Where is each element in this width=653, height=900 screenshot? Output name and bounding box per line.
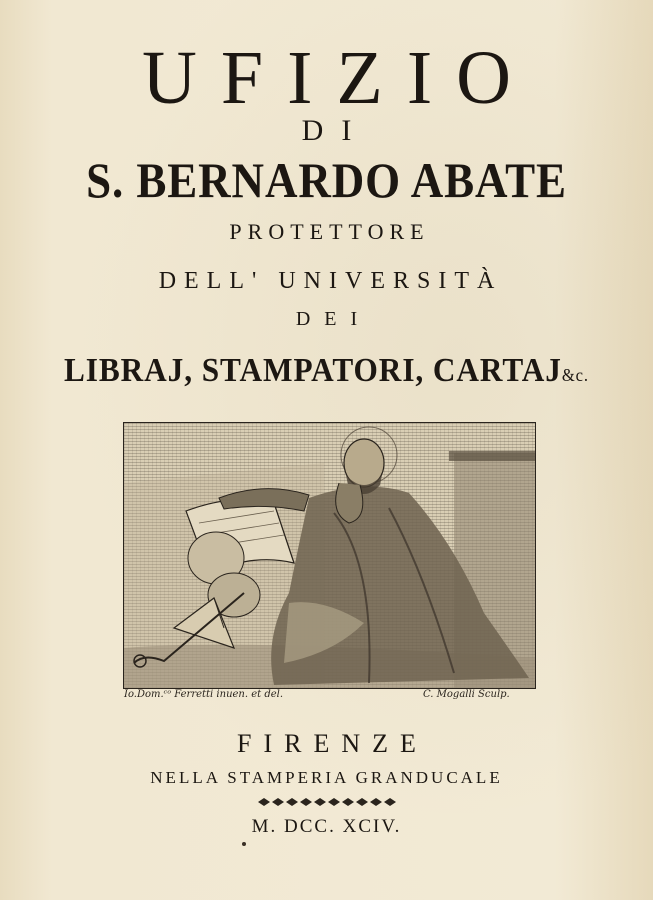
- title-of-plural: DEI: [295, 308, 372, 330]
- title-role: PROTETTORE: [229, 219, 430, 244]
- saint-name: S. BERNARDO ABATE: [86, 152, 567, 208]
- title-of: DI: [301, 114, 370, 147]
- ink-speck: [242, 842, 246, 846]
- credit-engraver: C. Mogalli Sculp.: [423, 689, 510, 700]
- title-university: DELL' UNIVERSITÀ: [158, 268, 503, 294]
- imprint-year: M. DCC. XCIV.: [251, 816, 402, 837]
- trades-text: LIBRAJ, STAMPATORI, CARTAJ: [63, 352, 562, 389]
- imprint-press: NELLA STAMPERIA GRANDUCALE: [150, 768, 503, 787]
- saint-reading-icon: [124, 423, 535, 688]
- etc-text: &c.: [561, 365, 590, 385]
- title-trades: [26, 350, 627, 396]
- imprint-city: FIRENZE: [237, 729, 428, 758]
- ornament-rule-icon: [258, 796, 396, 808]
- engraving-plate: [123, 422, 536, 689]
- book-title: UFIZIO: [141, 36, 536, 120]
- credit-designer: Io.Dom.ᶜᵒ Ferretti inuen. et del.: [124, 689, 284, 700]
